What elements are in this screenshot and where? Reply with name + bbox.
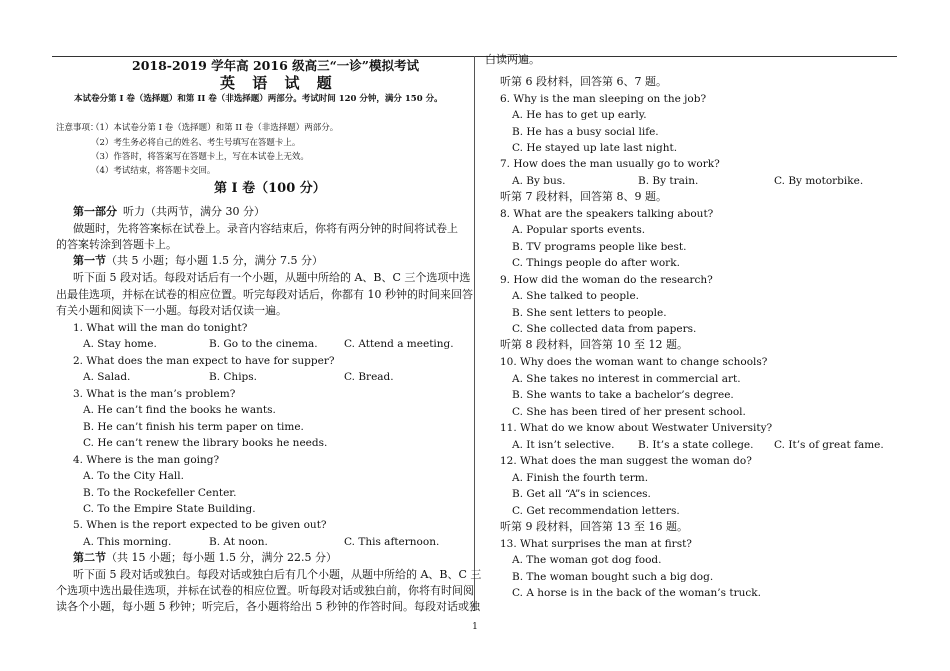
- option-a: A. He can’t find the books he wants.: [83, 404, 276, 416]
- option-c: C. To the Empire State Building.: [83, 503, 256, 515]
- paragraph-line: 的答案转涂到答题卡上。: [56, 238, 177, 251]
- option-b: B. She sent letters to people.: [512, 307, 667, 319]
- option-a: A. The woman got dog food.: [512, 554, 662, 566]
- question-9: 9. How did the woman do the research?: [500, 274, 713, 286]
- volume-heading: 第 I 卷（100 分）: [214, 181, 326, 196]
- option-c: C. Get recommendation letters.: [512, 505, 680, 517]
- option-a: A. This morning.: [83, 536, 172, 548]
- option-b: B. TV programs people like best.: [512, 241, 687, 253]
- option-c: C. By motorbike.: [774, 175, 864, 187]
- subject-title: 英 语 试 题: [220, 74, 338, 92]
- option-c: C. It’s of great fame.: [774, 439, 884, 451]
- note-item: （3）作答时，将答案写在答题卡上，写在本试卷上无效。: [91, 152, 309, 162]
- part1-title: 听力（共两节，满分 30 分）: [123, 205, 265, 218]
- option-c: C. Bread.: [344, 371, 394, 383]
- option-c: C. She has been tired of her present school.: [512, 406, 746, 418]
- option-b: B. At noon.: [209, 536, 268, 548]
- paragraph-line: 读各个小题，每小题 5 秒钟；听完后，各小题将给出 5 秒钟的作答时间。每段对话或独: [56, 600, 480, 613]
- option-b: B. Go to the cinema.: [209, 338, 318, 350]
- option-c: C. Attend a meeting.: [344, 338, 454, 350]
- option-a: A. It isn’t selective.: [512, 439, 615, 451]
- exam-info: 本试卷分第 I 卷（选择题）和第 II 卷（非选择题）两部分。考试时间 120 分钟，满分 150 分。: [74, 94, 443, 104]
- option-a: A. Finish the fourth term.: [512, 472, 649, 484]
- paragraph-line: 出最佳选项，并标在试卷的相应位置。听完每段对话后，你都有 10 秒钟的时间来回答: [56, 288, 473, 301]
- option-c: C. She collected data from papers.: [512, 323, 697, 335]
- option-b: B. The woman bought such a big dog.: [512, 571, 714, 583]
- note-item: （4）考试结束，将答题卡交回。: [91, 166, 216, 176]
- option-b: B. It’s a state college.: [638, 439, 754, 451]
- paragraph-continuation: 白读两遍。: [485, 53, 540, 66]
- option-c: C. He stayed up late last night.: [512, 142, 678, 154]
- question-1: 1. What will the man do tonight?: [73, 322, 248, 334]
- question-2: 2. What does the man expect to have for supper?: [73, 355, 335, 367]
- material-instruction: 听第 8 段材料，回答第 10 至 12 题。: [500, 338, 688, 351]
- material-instruction: 听第 6 段材料，回答第 6、7 题。: [500, 75, 667, 88]
- paragraph-line: 听下面 5 段对话或独白。每段对话或独白后有几个小题，从题中所给的 A、B、C 三: [73, 568, 482, 581]
- question-13: 13. What surprises the man at first?: [500, 538, 692, 550]
- question-7: 7. How does the man usually go to work?: [500, 158, 720, 170]
- note-item: （1）本试卷分第 I 卷（选择题）和第 II 卷（非选择题）两部分。: [91, 123, 339, 133]
- option-b: B. By train.: [638, 175, 699, 187]
- option-c: C. This afternoon.: [344, 536, 440, 548]
- question-8: 8. What are the speakers talking about?: [500, 208, 714, 220]
- option-b: B. He has a busy social life.: [512, 126, 659, 138]
- option-b: B. He can’t finish his term paper on time.: [83, 421, 304, 433]
- section2-heading: 第二节: [73, 551, 106, 564]
- material-instruction: 听第 9 段材料，回答第 13 至 16 题。: [500, 520, 688, 533]
- paragraph-line: 个选项中选出最佳选项，并标在试卷的相应位置。听每段对话或独白前，你将有时间阅: [56, 584, 474, 597]
- option-a: A. Salad.: [83, 371, 131, 383]
- option-a: A. To the City Hall.: [83, 470, 184, 482]
- paragraph-line: 做题时，先将答案标在试卷上。录音内容结束后，你将有两分钟的时间将试卷上: [73, 222, 458, 235]
- section2-info: （共 15 小题；每小题 1.5 分，满分 22.5 分）: [106, 551, 337, 564]
- material-instruction: 听第 7 段材料，回答第 8、9 题。: [500, 190, 667, 203]
- option-a: A. Popular sports events.: [512, 224, 646, 236]
- section1-heading: 第一节: [73, 254, 106, 267]
- option-b: B. Get all “A”s in sciences.: [512, 488, 651, 500]
- question-3: 3. What is the man’s problem?: [73, 388, 236, 400]
- option-c: C. He can’t renew the library books he needs.: [83, 437, 328, 449]
- question-12: 12. What does the man suggest the woman do?: [500, 455, 752, 467]
- option-c: C. A horse is in the back of the woman’s truck.: [512, 587, 761, 599]
- option-b: B. To the Rockefeller Center.: [83, 487, 237, 499]
- section1-info: （共 5 小题；每小题 1.5 分，满分 7.5 分）: [106, 254, 323, 267]
- paragraph-line: 有关小题和阅读下一小题。每段对话仅读一遍。: [56, 304, 287, 317]
- option-a: A. Stay home.: [83, 338, 157, 350]
- option-a: A. She talked to people.: [512, 290, 640, 302]
- exam-title: 2018-2019 学年高 2016 级高三“一诊”模拟考试: [132, 58, 419, 73]
- page-number: 1: [472, 622, 478, 632]
- option-b: B. She wants to take a bachelor’s degree.: [512, 389, 734, 401]
- part1-heading: 第一部分: [73, 205, 117, 218]
- option-b: B. Chips.: [209, 371, 257, 383]
- option-c: C. Things people do after work.: [512, 257, 680, 269]
- option-a: A. By bus.: [512, 175, 566, 187]
- question-11: 11. What do we know about Westwater University?: [500, 422, 773, 434]
- option-a: A. He has to get up early.: [512, 109, 647, 121]
- notes-label: 注意事项：: [56, 123, 99, 133]
- note-item: （2）考生务必将自己的姓名、考生号填写在答题卡上。: [91, 138, 301, 148]
- column-divider: [474, 56, 475, 611]
- paragraph-line: 听下面 5 段对话。每段对话后有一个小题，从题中所给的 A、B、C 三个选项中选: [73, 271, 471, 284]
- question-10: 10. Why does the woman want to change schools?: [500, 356, 768, 368]
- question-4: 4. Where is the man going?: [73, 454, 220, 466]
- option-a: A. She takes no interest in commercial art.: [512, 373, 741, 385]
- question-6: 6. Why is the man sleeping on the job?: [500, 93, 707, 105]
- question-5: 5. When is the report expected to be given out?: [73, 519, 327, 531]
